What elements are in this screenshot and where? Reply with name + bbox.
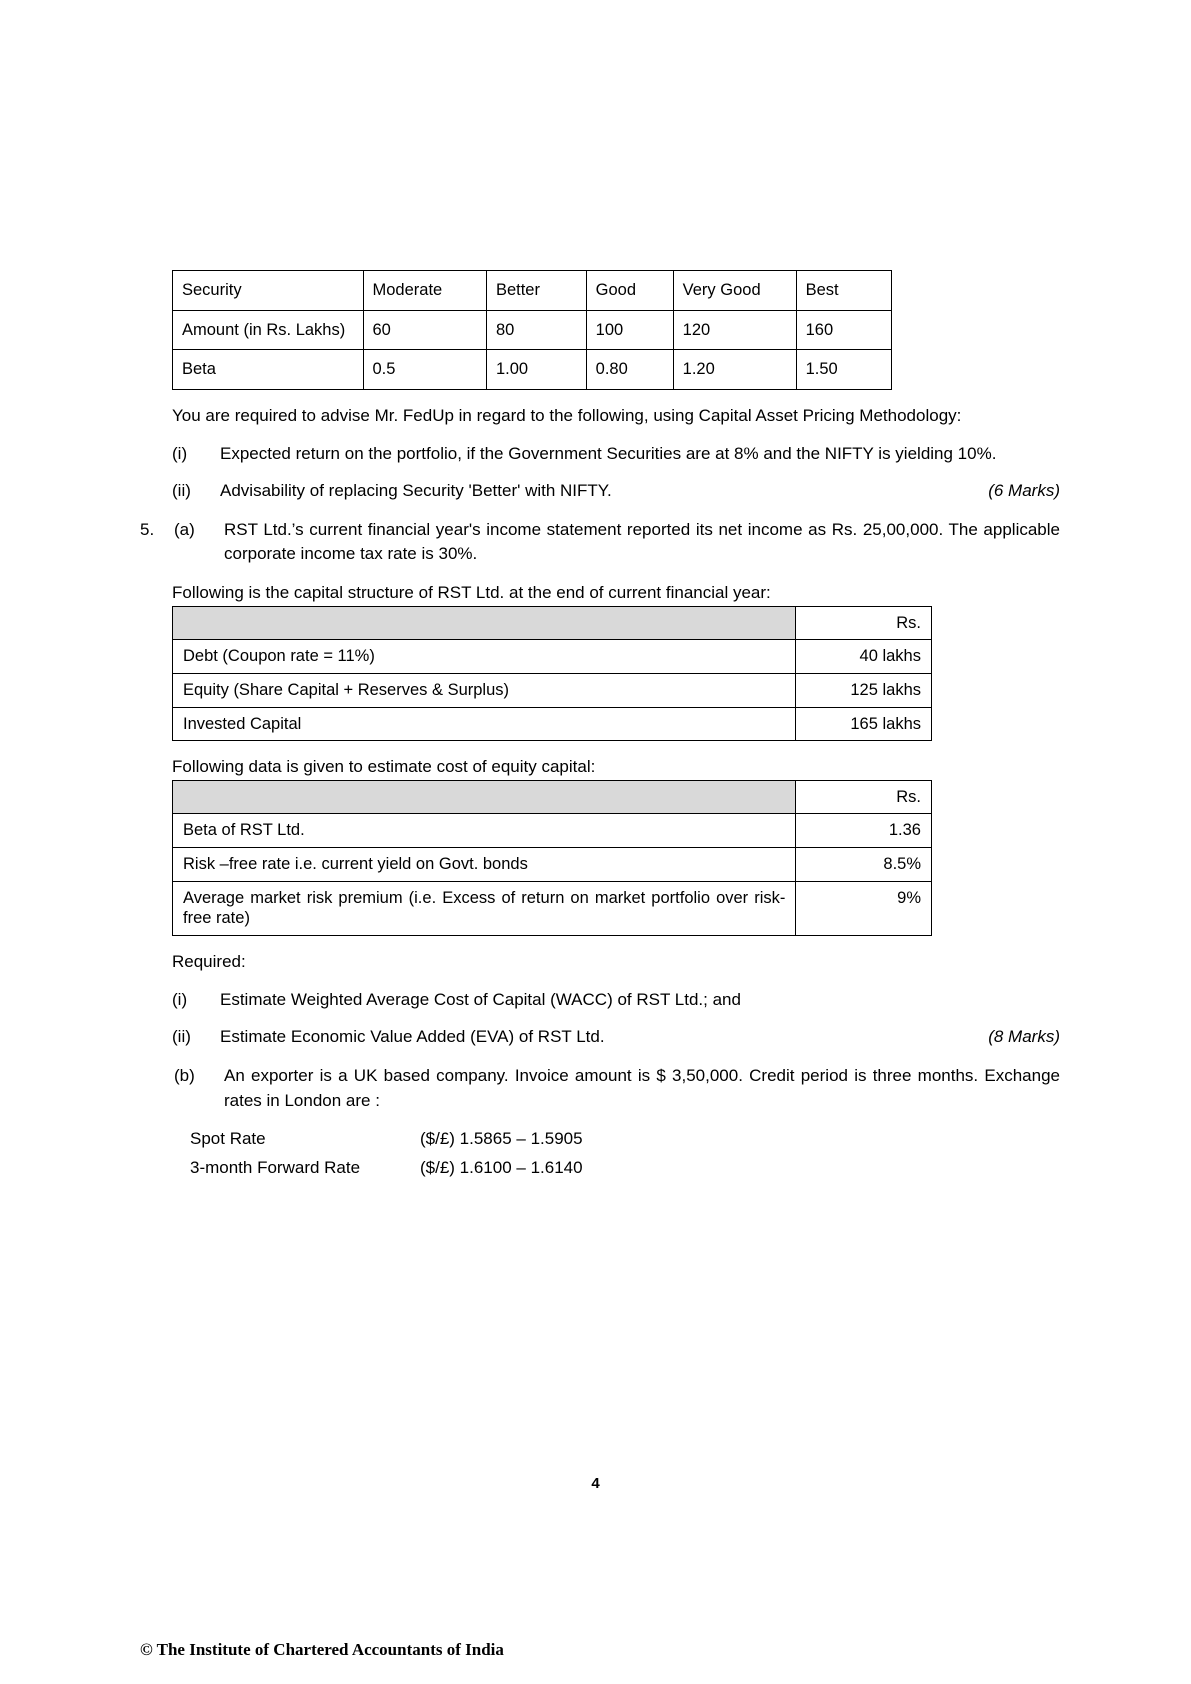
cell-amount-best: 160 [796,310,891,350]
intro-paragraph: You are required to advise Mr. FedUp in regard to the following, using Capital Asset Pricing Methodology: [172,405,962,425]
header-cell-better: Better [486,271,586,311]
question-part-label: (b) [174,1065,195,1085]
cell-equity-value: 125 lakhs [796,673,932,707]
item-text-body: Estimate Economic Value Added (EVA) of RST Ltd. [220,1027,605,1047]
question-5b [140,1064,1060,1113]
cell-beta-value: 1.36 [796,814,932,848]
cell-amount-moderate: 60 [363,310,486,350]
item-number: (i) [172,989,188,1009]
exchange-rates-list [190,1125,1060,1183]
cell-market-premium-label: Average market risk premium (i.e. Excess of return on market portfolio over risk-free rate) [173,881,796,935]
cell-debt-label: Debt (Coupon rate = 11%) [173,640,796,674]
question-item-ii [172,479,1060,504]
header-cell-blank [173,606,796,640]
header-cell-best: Best [796,271,891,311]
table-header-row [173,780,932,814]
table-header-row [173,271,892,311]
cell-beta-better: 1.00 [486,350,586,390]
table-row [173,814,932,848]
cell-risk-free-label: Risk –free rate i.e. current yield on Govt. bonds [173,848,796,882]
cell-market-premium-value: 9% [796,881,932,935]
cell-equity-label: Equity (Share Capital + Reserves & Surplus) [173,673,796,707]
item-number: (ii) [172,481,191,501]
item-number: (i) [172,443,188,463]
cell-amount-good: 100 [586,310,673,350]
table-row [173,848,932,882]
cell-beta-good: 0.80 [586,350,673,390]
rate-line-spot [190,1125,1060,1154]
item-text: Expected return on the portfolio, if the Government Securities are at 8% and the NIFTY is yielding 10%. [220,443,997,463]
header-cell-rs: Rs. [796,606,932,640]
question-5b-text: An exporter is a UK based company. Invoice amount is $ 3,50,000. Credit period is three months. Exchange rates in London are : [224,1065,1060,1110]
cell-beta-very-good: 1.20 [673,350,796,390]
capital-structure-intro: Following is the capital structure of RST Ltd. at the end of current financial year: [172,583,771,603]
table-row [173,350,892,390]
header-cell-moderate: Moderate [363,271,486,311]
question-5a-text: RST Ltd.’s current financial year's income statement reported its net income as Rs. 25,00,000. The applicable corporate income tax rate is 30%. [224,519,1060,564]
table-row [173,673,932,707]
equity-cost-table [172,780,932,936]
item-text [220,479,1060,504]
required-item-ii [172,1025,1060,1050]
equity-intro: Following data is given to estimate cost of equity capital: [172,757,596,777]
header-cell-security: Security [173,271,364,311]
rate-value: ($/£) 1.6100 – 1.6140 [420,1158,583,1178]
question-number: 5. [140,519,155,539]
item-text: Estimate Weighted Average Cost of Capital (WACC) of RST Ltd.; and [220,989,741,1009]
header-cell-rs: Rs. [796,780,932,814]
required-item-i [172,988,1060,1013]
capital-structure-table [172,606,932,742]
cell-debt-value: 40 lakhs [796,640,932,674]
cell-invested-capital-value: 165 lakhs [796,707,932,741]
rate-name: Spot Rate [190,1129,266,1149]
table-row [173,640,932,674]
cell-beta-best: 1.50 [796,350,891,390]
question-item-i [172,442,1060,467]
cell-beta-label: Beta [173,350,364,390]
securities-table [172,270,892,390]
header-cell-blank [173,780,796,814]
marks-label: (8 Marks) [988,1027,1060,1047]
cell-beta-moderate: 0.5 [363,350,486,390]
item-text [220,1025,1060,1050]
table-row [173,881,932,935]
rate-value: ($/£) 1.5865 – 1.5905 [420,1129,583,1149]
footer-copyright: © The Institute of Chartered Accountants of India [140,1640,504,1659]
page-number: 4 [591,1475,600,1492]
table-row [173,310,892,350]
question-part-label: (a) [174,519,195,539]
rate-name: 3-month Forward Rate [190,1158,361,1178]
cell-risk-free-value: 8.5% [796,848,932,882]
required-label: Required: [172,951,246,971]
header-cell-very-good: Very Good [673,271,796,311]
table-header-row [173,606,932,640]
cell-amount-label: Amount (in Rs. Lakhs) [173,310,364,350]
question-number-blank [140,1064,174,1113]
cell-amount-very-good: 120 [673,310,796,350]
item-text-body: Advisability of replacing Security 'Better' with NIFTY. [220,481,612,501]
table-row [173,707,932,741]
marks-label: (6 Marks) [988,481,1060,501]
cell-beta-label: Beta of RST Ltd. [173,814,796,848]
item-number: (ii) [172,1027,191,1047]
rate-line-forward [190,1154,1060,1183]
question-5a [140,518,1060,567]
document-content [140,270,1060,1183]
cell-amount-better: 80 [486,310,586,350]
header-cell-good: Good [586,271,673,311]
cell-invested-capital-label: Invested Capital [173,707,796,741]
